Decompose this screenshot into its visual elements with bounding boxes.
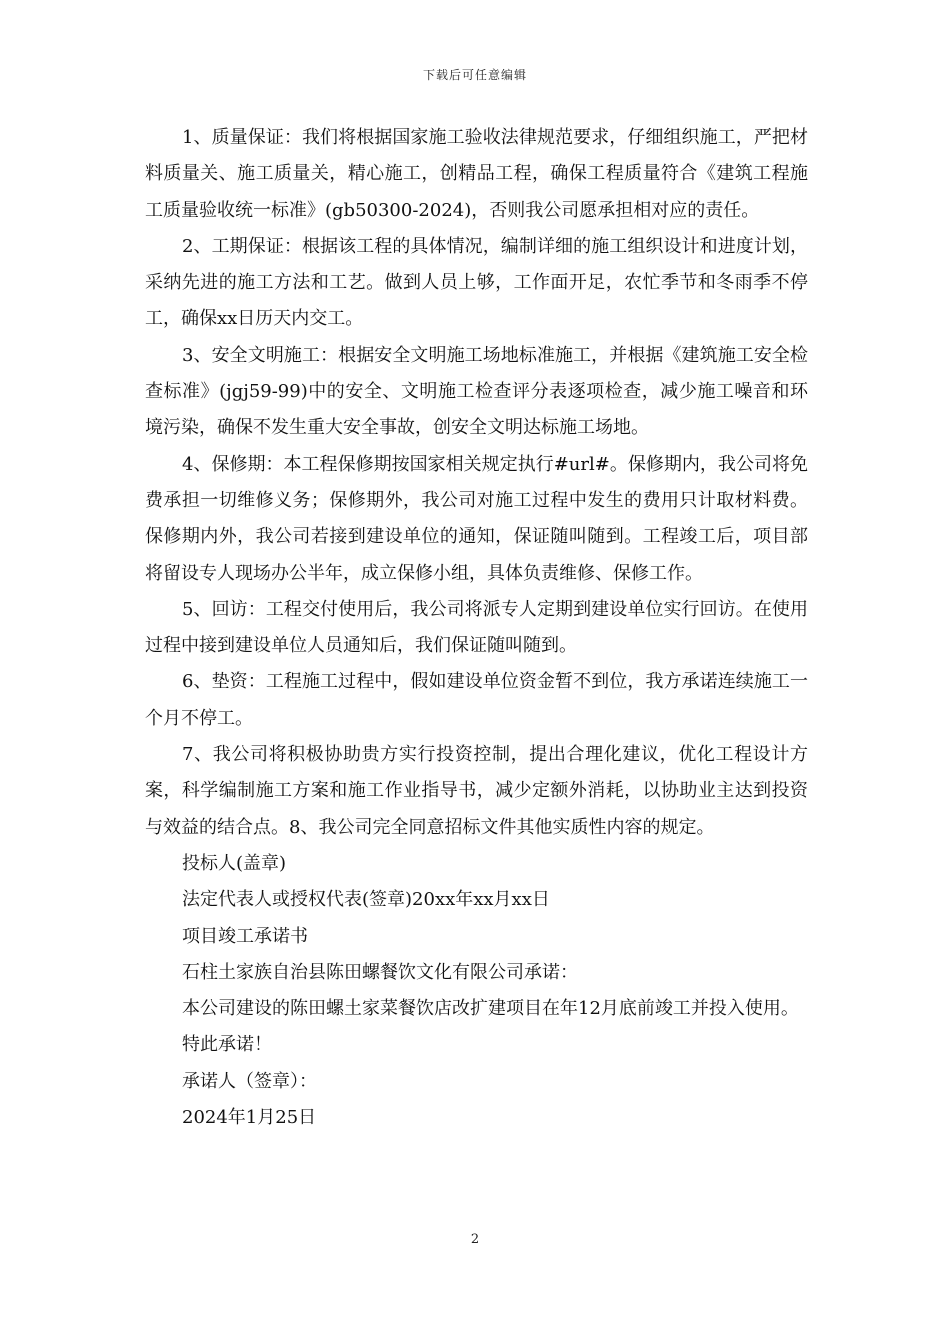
paragraph-investment-control: 7、我公司将积极协助贵方实行投资控制，提出合理化建议，优化工程设计方案，科学编制施工方案和施工作业指导书，减少定额外消耗，以协助业主达到投资与效益的结合点。8、我公司完全同意招标文件其他实质性内容的规定。 [145,744,808,838]
paragraph-return-visit: 5、回访：工程交付使用后，我公司将派专人定期到建设单位实行回访。在使用过程中接到建设单位人员通知后，我们保证随叫随到。 [145,598,808,657]
representative-signature-line: 法定代表人或授权代表(签章)20xx年xx月xx日 [182,889,550,911]
commitment-title: 项目竣工承诺书 [182,925,308,947]
commitment-date: 2024年1月25日 [182,1107,317,1129]
bidder-seal-line: 投标人(盖章) [182,852,287,874]
paragraph-safety-construction: 3、安全文明施工：根据安全文明施工场地标准施工，并根据《建筑施工安全检查标准》(jgj59-99)中的安全、文明施工检查评分表逐项检查，减少施工噪音和环境污染，确保不发生重大安全事故，创安全文明达标施工场地。 [145,344,808,439]
page-number: 2 [470,1232,480,1247]
paragraph-schedule-guarantee: 2、工期保证：根据该工程的具体情况，编制详细的施工组织设计和进度计划，采纳先进的施工方法和工艺。做到人员上够，工作面开足，农忙季节和冬雨季不停工，确保xx日历天内交工。 [145,235,808,330]
committer-signature-line: 承诺人（签章）： [182,1070,317,1092]
paragraph-advance-funding: 6、垫资：工程施工过程中，假如建设单位资金暂不到位，我方承诺连续施工一个月不停工。 [145,671,808,729]
commitment-closing: 特此承诺！ [182,1034,272,1056]
paragraph-quality-guarantee: 1、质量保证：我们将根据国家施工验收法律规范要求，仔细组织施工，严把材料质量关、施工质量关，精心施工，创精品工程，确保工程质量符合《建筑工程施工质量验收统一标准》(gb50300-2024)，否则我公司愿承担相对应的责任。 [145,127,808,221]
commitment-statement: 本公司建设的陈田螺土家菜餐饮店改扩建项目在年12月底前竣工并投入使用。 [182,998,799,1020]
commitment-company: 石柱土家族自治县陈田螺餐饮文化有限公司承诺： [182,961,578,983]
page-header: 下载后可任意编辑 [422,68,527,82]
document-body [145,120,808,1136]
paragraph-warranty-period: 4、保修期：本工程保修期按国家相关规定执行#url#。保修期内，我公司将免费承担一切维修义务；保修期外，我公司对施工过程中发生的费用只计取材料费。保修期内外，我公司若接到建设单位的通知，保证随叫随到。工程竣工后，项目部将留设专人现场办公半年，成立保修小组，具体负责维修、保修工作。 [145,453,808,584]
